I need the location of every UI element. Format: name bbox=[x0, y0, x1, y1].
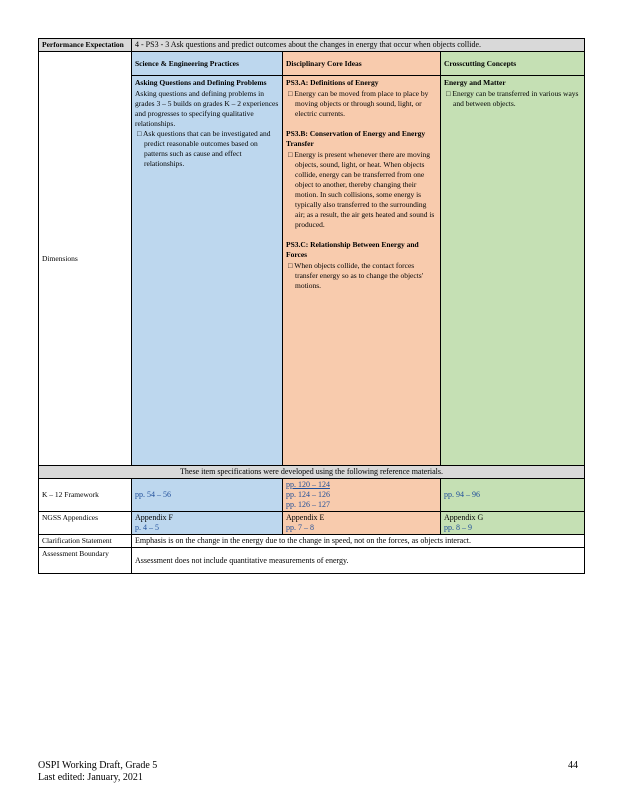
k12-sep-link[interactable]: pp. 54 – 56 bbox=[135, 490, 171, 499]
ngss-appendices-row bbox=[39, 512, 585, 535]
dimensions-label: Dimensions bbox=[39, 52, 132, 466]
ccc-header: Crosscutting Concepts bbox=[441, 52, 585, 76]
clarification-row bbox=[39, 535, 585, 548]
dci-ps3b-text: Energy is present whenever there are moving objects, sound, light, or heat. When objects collide, energy can be transferred from one object to another, thereby changing their motion. In such collisions, some energy is typically also transferred to the surrounding air; as a result, the air gets heated and sound is produced. bbox=[294, 150, 435, 229]
sep-intro: Asking questions and defining problems in grades 3 – 5 builds on grades K – 2 experiences and progresses to specifying qualitative relationships. bbox=[135, 89, 279, 128]
k12-sep-pages bbox=[132, 479, 283, 512]
footer-edited-line: Last edited: January, 2021 bbox=[38, 772, 143, 783]
clarification-text: Emphasis is on the change in the energy due to the change in speed, not on the forces, as objects interact. bbox=[132, 535, 585, 548]
assessment-boundary-label: Assessment Boundary bbox=[39, 548, 132, 574]
sep-title: Asking Questions and Defining Problems bbox=[135, 78, 267, 87]
footer bbox=[38, 760, 157, 784]
k12-framework-label: K – 12 Framework bbox=[39, 479, 132, 512]
ngss-dci-pages[interactable]: pp. 7 – 8 bbox=[286, 523, 314, 532]
dci-ps3b-bullet bbox=[286, 150, 437, 230]
sep-bullet-text: Ask questions that can be investigated and predict reasonable outcomes based on patterns such as cause and effect relationships. bbox=[143, 129, 271, 168]
ngss-ccc-cell bbox=[441, 512, 585, 535]
k12-dci-pages bbox=[283, 479, 441, 512]
k12-dci-link-3[interactable]: pp. 126 – 127 bbox=[286, 500, 330, 509]
ccc-bullet-text: Energy can be transferred in various ways and between objects. bbox=[452, 89, 579, 108]
bullet-icon: □ bbox=[446, 89, 453, 98]
footer-draft-line: OSPI Working Draft, Grade 5 bbox=[38, 760, 158, 771]
ccc-bullet bbox=[444, 89, 581, 109]
dci-header: Disciplinary Core Ideas bbox=[283, 52, 441, 76]
ngss-dci-appendix: Appendix E bbox=[286, 513, 325, 522]
ngss-appendices-label: NGSS Appendices bbox=[39, 512, 132, 535]
ngss-dci-cell bbox=[283, 512, 441, 535]
performance-expectation-row bbox=[39, 39, 585, 52]
assessment-boundary-row bbox=[39, 548, 585, 574]
ngss-sep-cell bbox=[132, 512, 283, 535]
dci-ps3a-bullet bbox=[286, 89, 437, 119]
ngss-sep-pages[interactable]: p. 4 – 5 bbox=[135, 523, 159, 532]
ngss-sep-appendix: Appendix F bbox=[135, 513, 173, 522]
dci-content bbox=[283, 76, 441, 466]
performance-expectation-label: Performance Expectation bbox=[39, 39, 132, 52]
bullet-icon: □ bbox=[288, 150, 295, 159]
bullet-icon: □ bbox=[137, 129, 143, 138]
ccc-content bbox=[441, 76, 585, 466]
reference-note-row bbox=[39, 466, 585, 479]
dimension-headers-row bbox=[39, 52, 585, 76]
bullet-icon: □ bbox=[288, 89, 295, 98]
dci-ps3a-text: Energy can be moved from place to place by moving objects or through sound, light, or electric currents. bbox=[294, 89, 429, 118]
reference-note: These item specifications were developed using the following reference materials. bbox=[39, 466, 585, 479]
sep-header: Science & Engineering Practices bbox=[132, 52, 283, 76]
dci-ps3c-title: PS3.C: Relationship Between Energy and Forces bbox=[286, 240, 419, 259]
k12-framework-row bbox=[39, 479, 585, 512]
item-specification-table bbox=[38, 38, 585, 574]
k12-ccc-pages bbox=[441, 479, 585, 512]
bullet-icon: □ bbox=[288, 261, 295, 270]
dci-ps3b-title: PS3.B: Conservation of Energy and Energy Transfer bbox=[286, 129, 426, 148]
clarification-label: Clarification Statement bbox=[39, 535, 132, 548]
performance-expectation-text: 4 - PS3 - 3 Ask questions and predict outcomes about the changes in energy that occur when objects collide. bbox=[132, 39, 585, 52]
page-number: 44 bbox=[568, 760, 578, 771]
k12-ccc-link[interactable]: pp. 94 – 96 bbox=[444, 490, 480, 499]
ngss-ccc-pages[interactable]: pp. 8 – 9 bbox=[444, 523, 472, 532]
dci-ps3c-text: When objects collide, the contact forces transfer energy so as to change the objects' motions. bbox=[294, 261, 424, 290]
dci-ps3c-bullet bbox=[286, 261, 437, 291]
dci-ps3a-title: PS3.A: Definitions of Energy bbox=[286, 78, 379, 87]
sep-content bbox=[132, 76, 283, 466]
assessment-boundary-text: Assessment does not include quantitative measurements of energy. bbox=[132, 548, 585, 574]
k12-dci-link-1[interactable]: pp. 120 – 124 bbox=[286, 480, 330, 489]
ngss-ccc-appendix: Appendix G bbox=[444, 513, 484, 522]
sep-bullet bbox=[135, 129, 279, 169]
ccc-title: Energy and Matter bbox=[444, 78, 506, 87]
k12-dci-link-2[interactable]: pp. 124 – 126 bbox=[286, 490, 330, 499]
